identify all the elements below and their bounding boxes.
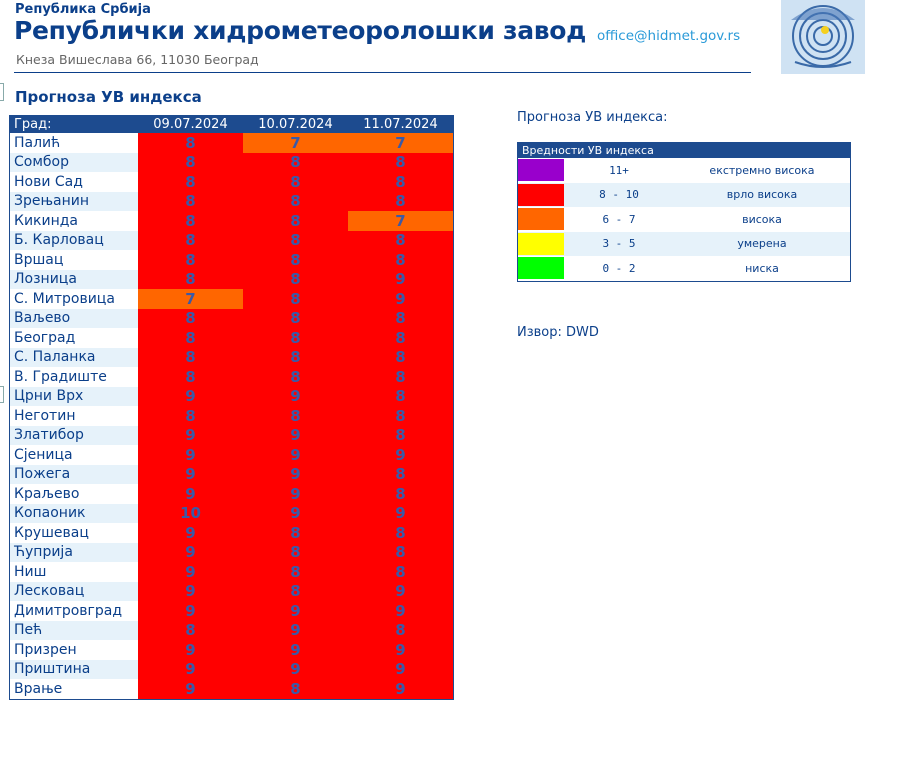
legend-row (518, 256, 851, 281)
table-row (10, 231, 454, 251)
uv-value-cell: 8 (348, 465, 454, 485)
legend-row (518, 207, 851, 232)
legend-label: екстремно висока (674, 158, 851, 183)
uv-value-cell: 9 (138, 465, 243, 485)
legend-swatch (518, 158, 565, 183)
city-cell: Палић (10, 133, 139, 153)
legend-title: Прогноза УВ индекса: (517, 110, 668, 125)
site-header (0, 0, 900, 78)
legend-row (518, 158, 851, 183)
uv-value-cell: 8 (348, 621, 454, 641)
uv-value-cell: 8 (348, 172, 454, 192)
uv-value-cell: 8 (348, 543, 454, 563)
uv-value-cell: 8 (243, 250, 348, 270)
uv-value-cell: 8 (138, 367, 243, 387)
uv-value-cell: 8 (138, 621, 243, 641)
legend-swatch (518, 207, 565, 232)
city-cell: Црни Врх (10, 387, 139, 407)
uv-value-cell: 8 (243, 679, 348, 699)
uv-value-cell: 9 (348, 270, 454, 290)
source-text: Извор: DWD (517, 325, 599, 340)
uv-value-cell: 9 (243, 660, 348, 680)
table-row (10, 309, 454, 329)
uv-value-cell: 9 (138, 660, 243, 680)
color-swatch (518, 233, 564, 255)
legend-header: Вредности УВ индекса (518, 143, 851, 159)
uv-value-cell: 9 (243, 621, 348, 641)
city-cell: Сјеница (10, 445, 139, 465)
uv-value-cell: 8 (348, 367, 454, 387)
legend-row (518, 232, 851, 257)
date-column-header: 10.07.2024 (243, 116, 348, 134)
table-row (10, 601, 454, 621)
legend-range: 6 - 7 (564, 207, 674, 232)
city-cell: Приштина (10, 660, 139, 680)
legend-swatch (518, 183, 565, 208)
table-row (10, 523, 454, 543)
city-cell: В. Градиште (10, 367, 139, 387)
city-cell: Призрен (10, 640, 139, 660)
uv-value-cell: 9 (348, 640, 454, 660)
uv-value-cell: 7 (348, 211, 454, 231)
table-row (10, 192, 454, 212)
city-cell: Ћуприја (10, 543, 139, 563)
institute-name[interactable]: Републички хидрометеоролошки завод (14, 16, 587, 45)
uv-value-cell: 7 (138, 289, 243, 309)
legend-label: ниска (674, 256, 851, 281)
uv-value-cell: 7 (243, 133, 348, 153)
table-row (10, 504, 454, 524)
uv-value-cell: 8 (243, 367, 348, 387)
legend-range: 0 - 2 (564, 256, 674, 281)
uv-value-cell: 8 (138, 211, 243, 231)
uv-value-cell: 9 (348, 445, 454, 465)
city-cell: Неготин (10, 406, 139, 426)
uv-value-cell: 9 (138, 679, 243, 699)
table-row (10, 621, 454, 641)
city-cell: Крушевац (10, 523, 139, 543)
city-cell: Вршац (10, 250, 139, 270)
uv-value-cell: 9 (348, 289, 454, 309)
uv-value-cell: 9 (138, 543, 243, 563)
uv-value-cell: 9 (243, 465, 348, 485)
uv-value-cell: 8 (348, 426, 454, 446)
uv-value-cell: 9 (138, 484, 243, 504)
uv-value-cell: 9 (348, 660, 454, 680)
table-row (10, 582, 454, 602)
uv-value-cell: 9 (138, 523, 243, 543)
city-cell: Копаоник (10, 504, 139, 524)
city-cell: Пећ (10, 621, 139, 641)
legend-range: 11+ (564, 158, 674, 183)
uv-value-cell: 9 (243, 426, 348, 446)
legend-label: висока (674, 207, 851, 232)
uv-value-cell: 8 (243, 270, 348, 290)
city-cell: Београд (10, 328, 139, 348)
table-row (10, 543, 454, 563)
uv-value-cell: 8 (138, 348, 243, 368)
city-column-header: Град: (10, 116, 139, 134)
uv-value-cell: 8 (243, 562, 348, 582)
uv-value-cell: 9 (138, 387, 243, 407)
uv-legend-table (517, 142, 851, 282)
table-row (10, 172, 454, 192)
uv-value-cell: 8 (348, 192, 454, 212)
city-cell: Б. Карловац (10, 231, 139, 251)
table-row (10, 426, 454, 446)
uv-value-cell: 9 (138, 445, 243, 465)
uv-value-cell: 8 (348, 309, 454, 329)
uv-value-cell: 8 (243, 309, 348, 329)
table-row (10, 250, 454, 270)
uv-value-cell: 8 (243, 231, 348, 251)
city-cell: Ниш (10, 562, 139, 582)
uv-value-cell: 8 (138, 270, 243, 290)
uv-value-cell: 8 (243, 192, 348, 212)
city-cell: Сомбор (10, 153, 139, 173)
city-cell: Врање (10, 679, 139, 699)
uv-value-cell: 9 (243, 504, 348, 524)
edge-marker (0, 83, 4, 101)
city-cell: Златибор (10, 426, 139, 446)
uv-value-cell: 9 (243, 484, 348, 504)
city-cell: Зрењанин (10, 192, 139, 212)
city-cell: Кикинда (10, 211, 139, 231)
uv-value-cell: 9 (138, 426, 243, 446)
uv-value-cell: 7 (348, 133, 454, 153)
table-row (10, 406, 454, 426)
uv-value-cell: 8 (243, 289, 348, 309)
date-column-header: 11.07.2024 (348, 116, 454, 134)
table-row (10, 465, 454, 485)
uv-value-cell: 8 (243, 348, 348, 368)
uv-value-cell: 9 (348, 679, 454, 699)
city-cell: С. Паланка (10, 348, 139, 368)
legend-swatch (518, 256, 565, 281)
city-cell: Краљево (10, 484, 139, 504)
uv-value-cell: 8 (243, 543, 348, 563)
uv-value-cell: 8 (348, 406, 454, 426)
uv-value-cell: 8 (243, 328, 348, 348)
table-row (10, 562, 454, 582)
uv-value-cell: 8 (243, 582, 348, 602)
uv-value-cell: 8 (138, 133, 243, 153)
uv-value-cell: 8 (243, 523, 348, 543)
uv-value-cell: 9 (243, 601, 348, 621)
uv-value-cell: 9 (348, 582, 454, 602)
institute-logo-icon[interactable] (781, 0, 865, 74)
uv-forecast-table (9, 115, 454, 700)
uv-value-cell: 8 (138, 231, 243, 251)
table-row (10, 328, 454, 348)
city-cell: Димитровград (10, 601, 139, 621)
uv-value-cell: 8 (243, 153, 348, 173)
table-row (10, 133, 454, 153)
email-link[interactable]: office@hidmet.gov.rs (597, 28, 741, 44)
legend-label: умерена (674, 232, 851, 257)
uv-value-cell: 8 (348, 250, 454, 270)
uv-value-cell: 8 (243, 172, 348, 192)
uv-value-cell: 8 (243, 406, 348, 426)
city-cell: Лесковац (10, 582, 139, 602)
uv-value-cell: 9 (138, 640, 243, 660)
address-text: Кнеза Вишеслава 66, 11030 Београд (16, 52, 259, 67)
uv-value-cell: 8 (348, 231, 454, 251)
legend-swatch (518, 232, 565, 257)
color-swatch (518, 208, 564, 230)
uv-value-cell: 8 (138, 309, 243, 329)
uv-value-cell: 9 (243, 640, 348, 660)
uv-value-cell: 8 (348, 523, 454, 543)
uv-value-cell: 8 (348, 387, 454, 407)
uv-value-cell: 9 (243, 445, 348, 465)
uv-value-cell: 8 (348, 562, 454, 582)
uv-value-cell: 8 (348, 328, 454, 348)
table-row (10, 387, 454, 407)
uv-value-cell: 9 (138, 582, 243, 602)
color-swatch (518, 257, 564, 279)
table-row (10, 211, 454, 231)
city-cell: Лозница (10, 270, 139, 290)
city-cell: Нови Сад (10, 172, 139, 192)
table-row (10, 348, 454, 368)
uv-value-cell: 8 (138, 328, 243, 348)
uv-value-cell: 8 (138, 172, 243, 192)
uv-value-cell: 8 (348, 348, 454, 368)
table-row (10, 153, 454, 173)
table-header-row (10, 116, 454, 134)
uv-value-cell: 8 (138, 406, 243, 426)
uv-value-cell: 8 (243, 211, 348, 231)
uv-value-cell: 8 (138, 250, 243, 270)
legend-row (518, 183, 851, 208)
republic-label: Република Србија (15, 2, 151, 17)
table-row (10, 445, 454, 465)
uv-value-cell: 8 (348, 153, 454, 173)
uv-value-cell: 9 (138, 562, 243, 582)
uv-value-cell: 9 (348, 601, 454, 621)
uv-value-cell: 9 (243, 387, 348, 407)
page-title: Прогноза УВ индекса (15, 88, 202, 106)
color-swatch (518, 184, 564, 206)
uv-value-cell: 9 (138, 601, 243, 621)
uv-value-cell: 10 (138, 504, 243, 524)
table-row (10, 660, 454, 680)
city-cell: Ваљево (10, 309, 139, 329)
uv-value-cell: 9 (348, 504, 454, 524)
legend-range: 8 - 10 (564, 183, 674, 208)
table-row (10, 270, 454, 290)
header-divider (14, 72, 751, 73)
legend-label: врло висока (674, 183, 851, 208)
table-row (10, 289, 454, 309)
city-cell: Пожега (10, 465, 139, 485)
table-row (10, 367, 454, 387)
color-swatch (518, 159, 564, 181)
city-cell: С. Митровица (10, 289, 139, 309)
date-column-header: 09.07.2024 (138, 116, 243, 134)
uv-value-cell: 8 (348, 484, 454, 504)
uv-table-body (10, 133, 454, 699)
uv-value-cell: 8 (138, 192, 243, 212)
edge-marker (0, 386, 4, 403)
legend-body (518, 158, 851, 281)
table-row (10, 484, 454, 504)
table-row (10, 679, 454, 699)
legend-range: 3 - 5 (564, 232, 674, 257)
table-row (10, 640, 454, 660)
uv-value-cell: 8 (138, 153, 243, 173)
